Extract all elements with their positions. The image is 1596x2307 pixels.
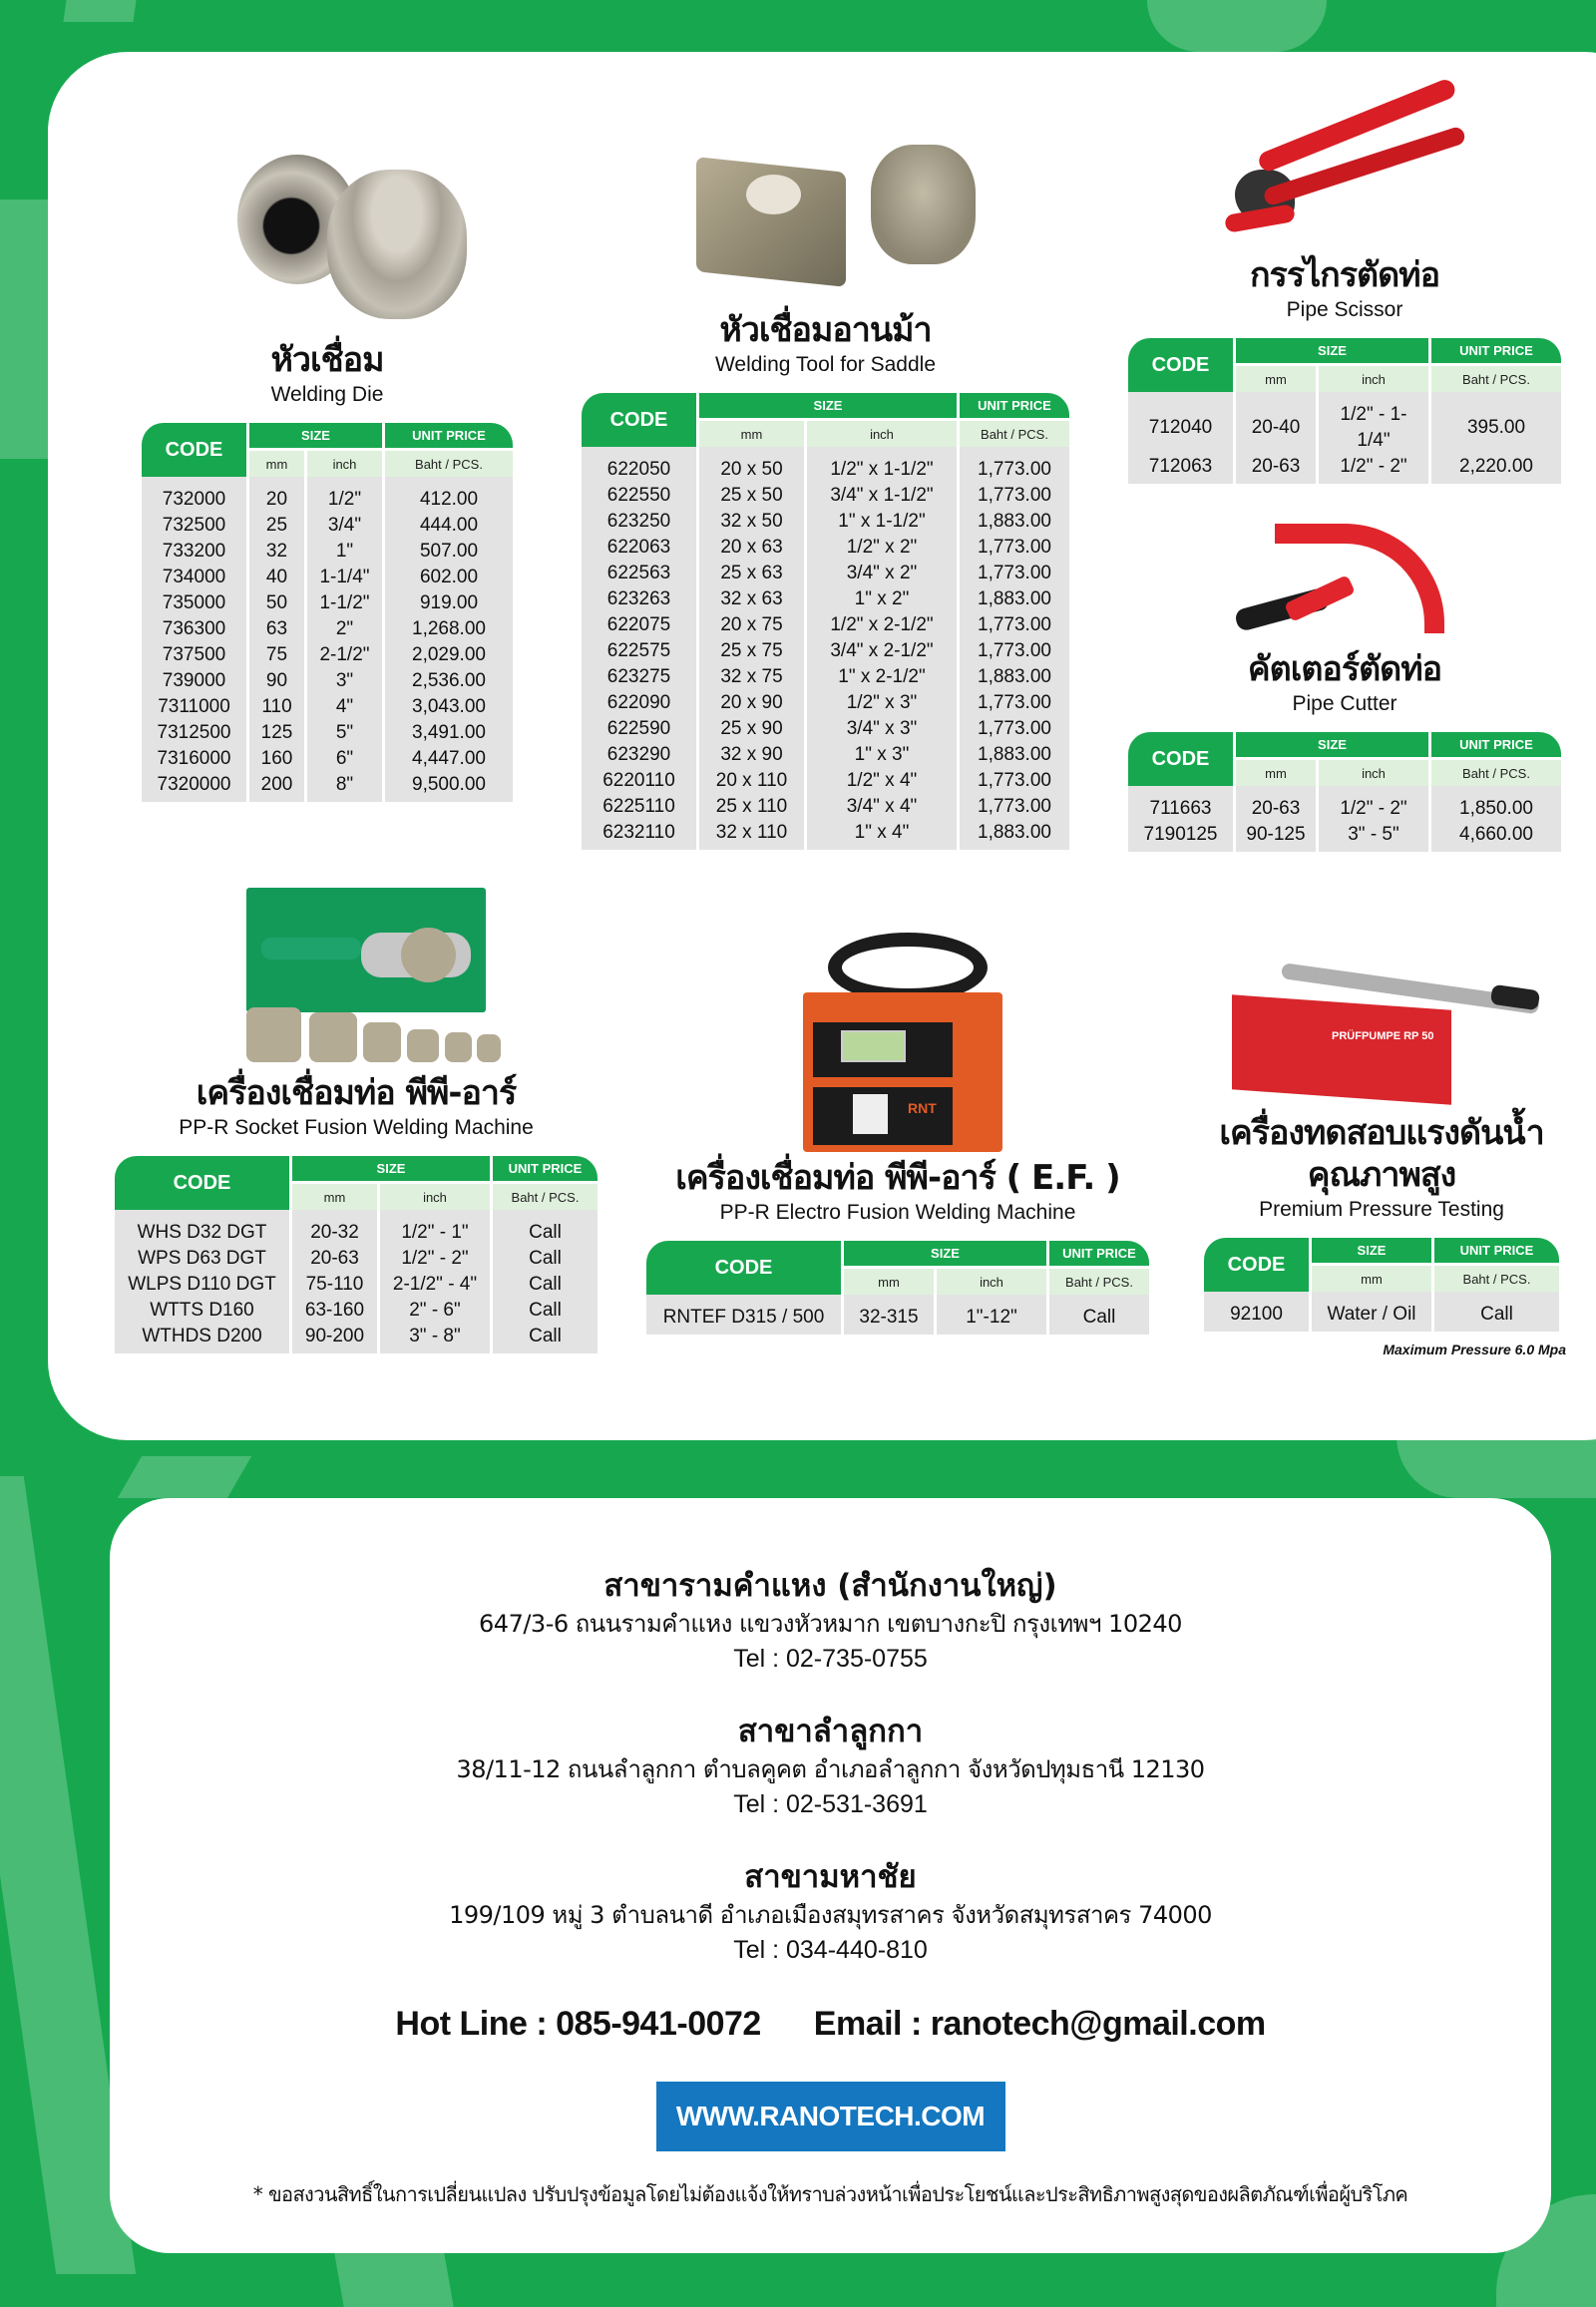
table-row <box>142 720 513 746</box>
cell-size: 2-1/2" <box>307 642 382 668</box>
header-mm: mm <box>699 421 804 447</box>
cell-size: 32 x 90 <box>699 742 804 768</box>
table-row <box>582 794 1069 820</box>
cell-code: 735000 <box>142 590 246 616</box>
bg-decoration <box>0 199 48 459</box>
welding-die-image <box>188 140 467 339</box>
cell-price: 1,773.00 <box>960 612 1069 638</box>
cell-size: 3" - 8" <box>380 1324 490 1353</box>
header-size: SIZE <box>292 1156 490 1184</box>
cell-size: 3/4" x 3" <box>807 716 957 742</box>
cell-code: 622563 <box>582 561 696 586</box>
cell-size: 25 <box>249 513 304 539</box>
cell-size: 1/2" - 1-1/4" <box>1319 392 1428 454</box>
cell-code: 7311000 <box>142 694 246 720</box>
table-row <box>142 642 513 668</box>
cell-size: 75-110 <box>292 1272 377 1298</box>
table-row <box>142 668 513 694</box>
cell-code: WLPS D110 DGT <box>115 1272 289 1298</box>
cell-price: Call <box>493 1324 598 1353</box>
cell-code: WHS D32 DGT <box>115 1210 289 1246</box>
cell-size: 25 x 110 <box>699 794 804 820</box>
cell-code: 732500 <box>142 513 246 539</box>
cell-size: 25 x 90 <box>699 716 804 742</box>
table-row <box>142 513 513 539</box>
cell-price: Call <box>1434 1292 1559 1332</box>
header-inch: inch <box>307 451 382 477</box>
cell-size: 1/2" <box>307 477 382 513</box>
cell-size: 25 x 75 <box>699 638 804 664</box>
table-row <box>115 1298 598 1324</box>
cell-size: 1" x 4" <box>807 820 957 850</box>
ef-machine-table <box>643 1241 1152 1335</box>
cell-size: 3" <box>307 668 382 694</box>
cell-size: 160 <box>249 746 304 772</box>
bg-decoration <box>63 0 136 22</box>
cell-size: 1/2" x 2" <box>807 535 957 561</box>
saddle-table <box>579 393 1072 850</box>
header-inch: inch <box>1319 760 1428 786</box>
cell-code: 736300 <box>142 616 246 642</box>
branch-tel: Tel : 02-531-3691 <box>733 1790 928 1818</box>
cell-size: 125 <box>249 720 304 746</box>
socket-machine-table <box>112 1156 600 1353</box>
cell-size: 20-32 <box>292 1210 377 1246</box>
product-title-en: Premium Pressure Testing <box>1259 1198 1504 1221</box>
cell-price: 2,536.00 <box>385 668 513 694</box>
branch-tel: Tel : 02-735-0755 <box>733 1645 928 1673</box>
cell-price: Call <box>1049 1295 1149 1335</box>
cell-code: 622590 <box>582 716 696 742</box>
cell-price: 1,883.00 <box>960 742 1069 768</box>
branch-tel: Tel : 034-440-810 <box>733 1936 928 1964</box>
table-row <box>142 746 513 772</box>
cell-code: 622050 <box>582 447 696 483</box>
pipe-scissor-image <box>1225 110 1464 254</box>
table-row <box>142 477 513 513</box>
branch-address: 199/109 หมู่ 3 ตำบลนาดี อำเภอเมืองสมุทรสาคร จังหวัดสมุทรสาคร 74000 <box>449 1901 1212 1929</box>
cell-price: 444.00 <box>385 513 513 539</box>
header-mm: mm <box>1236 366 1316 392</box>
website-row <box>110 2082 1551 2151</box>
header-baht: Baht / PCS. <box>1431 760 1561 786</box>
cell-price: 602.00 <box>385 565 513 590</box>
cell-code: 712063 <box>1128 454 1233 484</box>
cell-size: 20-63 <box>292 1246 377 1272</box>
cell-size: 25 x 50 <box>699 483 804 509</box>
header-inch: inch <box>937 1269 1046 1295</box>
cell-code: 732000 <box>142 477 246 513</box>
table-row <box>115 1324 598 1353</box>
cell-size: 3/4" x 1-1/2" <box>807 483 957 509</box>
branch-name: สาขารามคำแหง (สำนักงานใหญ่) <box>603 1568 1057 1604</box>
cell-price: 1,883.00 <box>960 586 1069 612</box>
contact-card <box>110 1498 1551 2253</box>
pressure-pump-image <box>1222 943 1541 1112</box>
cell-size: 20 x 63 <box>699 535 804 561</box>
cell-size: 32 <box>249 539 304 565</box>
cell-code: 7320000 <box>142 772 246 802</box>
header-code: CODE <box>1128 338 1233 392</box>
cell-code: 733200 <box>142 539 246 565</box>
cell-size: 25 x 63 <box>699 561 804 586</box>
cell-price: Call <box>493 1246 598 1272</box>
table-row <box>142 590 513 616</box>
cell-code: 6232110 <box>582 820 696 850</box>
header-baht: Baht / PCS. <box>493 1184 598 1210</box>
header-mm: mm <box>844 1269 934 1295</box>
cell-code: WTTS D160 <box>115 1298 289 1324</box>
cell-price: Call <box>493 1272 598 1298</box>
cell-price: 1,773.00 <box>960 447 1069 483</box>
header-unit-price: UNIT PRICE <box>1431 732 1561 760</box>
header-inch: inch <box>380 1184 490 1210</box>
email-text[interactable]: Email : ranotech@gmail.com <box>813 2005 1266 2043</box>
cell-size: 2-1/2" - 4" <box>380 1272 490 1298</box>
cell-size: 32 x 63 <box>699 586 804 612</box>
pipe-scissor-table <box>1125 338 1564 484</box>
product-title-th: เครื่องเชื่อมท่อ พีพี-อาร์ ( E.F. ) <box>675 1158 1120 1198</box>
cell-size: 20 x 75 <box>699 612 804 638</box>
cell-price: 1,773.00 <box>960 690 1069 716</box>
cell-size: 20-63 <box>1236 786 1316 822</box>
table-row <box>582 716 1069 742</box>
cell-size: 3/4" x 2-1/2" <box>807 638 957 664</box>
cell-size: 1-1/2" <box>307 590 382 616</box>
table-row <box>582 768 1069 794</box>
product-title-th: หัวเชื่อมอานม้า <box>719 310 932 350</box>
header-mm: mm <box>249 451 304 477</box>
product-title-th: หัวเชื่อม <box>270 340 384 380</box>
cell-price: 1,773.00 <box>960 561 1069 586</box>
cell-size: 32 x 110 <box>699 820 804 850</box>
header-unit-price: UNIT PRICE <box>1049 1241 1149 1269</box>
header-code: CODE <box>115 1156 289 1210</box>
cell-code: 622075 <box>582 612 696 638</box>
header-size: SIZE <box>699 393 957 421</box>
product-title-en: Pipe Scissor <box>1286 298 1403 321</box>
cell-code: 623290 <box>582 742 696 768</box>
cell-price: 1,773.00 <box>960 535 1069 561</box>
table-row <box>582 509 1069 535</box>
cell-code: 622550 <box>582 483 696 509</box>
header-unit-price: UNIT PRICE <box>1431 338 1561 366</box>
table-row <box>582 483 1069 509</box>
header-size: SIZE <box>1236 732 1428 760</box>
cell-size: 20 x 90 <box>699 690 804 716</box>
cell-size: 75 <box>249 642 304 668</box>
cell-code: 92100 <box>1204 1292 1309 1332</box>
cell-price: 1,883.00 <box>960 509 1069 535</box>
cell-size: 1/2" - 2" <box>1319 786 1428 822</box>
header-unit-price: UNIT PRICE <box>1434 1238 1559 1266</box>
pipe-cutter-image <box>1235 514 1454 648</box>
cell-size: 3/4" x 4" <box>807 794 957 820</box>
table-row <box>142 616 513 642</box>
cell-size: 2" <box>307 616 382 642</box>
cell-size: 50 <box>249 590 304 616</box>
product-title-th: คัตเตอร์ตัดท่อ <box>1247 649 1442 689</box>
cell-size: 20-40 <box>1236 392 1316 454</box>
header-code: CODE <box>142 423 246 477</box>
product-title-en: Welding Tool for Saddle <box>714 353 937 376</box>
product-title-en: PP-R Electro Fusion Welding Machine <box>719 1201 1076 1224</box>
cell-price: 919.00 <box>385 590 513 616</box>
cell-size: 1/2" - 2" <box>380 1246 490 1272</box>
product-pressure-test <box>1197 943 1566 1357</box>
cell-size: 1"-12" <box>937 1295 1046 1335</box>
hotline-row <box>110 2005 1551 2044</box>
table-row <box>1128 786 1561 822</box>
table-row <box>582 447 1069 483</box>
cell-size: 63-160 <box>292 1298 377 1324</box>
cell-price: 3,043.00 <box>385 694 513 720</box>
cell-price: Call <box>493 1210 598 1246</box>
table-row <box>115 1246 598 1272</box>
table-row <box>582 742 1069 768</box>
header-unit-price: UNIT PRICE <box>960 393 1069 421</box>
cell-size: 3" - 5" <box>1319 822 1428 852</box>
bg-decoration <box>1396 1436 1596 1498</box>
product-title-th: เครื่องเชื่อมท่อ พีพี-อาร์ <box>196 1073 517 1113</box>
cell-code: 622063 <box>582 535 696 561</box>
product-title-th: กรรไกรตัดท่อ <box>1249 255 1440 295</box>
cell-price: 1,883.00 <box>960 664 1069 690</box>
cell-code: 7312500 <box>142 720 246 746</box>
cell-size: 63 <box>249 616 304 642</box>
cell-code: WTHDS D200 <box>115 1324 289 1353</box>
cell-size: 3/4" <box>307 513 382 539</box>
table-row <box>582 638 1069 664</box>
cell-size: 2" - 6" <box>380 1298 490 1324</box>
cell-size: 1" x 2" <box>807 586 957 612</box>
branch-name: สาขาลำลูกกา <box>737 1714 924 1749</box>
cell-size: 1/2" - 2" <box>1319 454 1428 484</box>
cell-code: 623275 <box>582 664 696 690</box>
socket-machine-image <box>192 878 521 1072</box>
cell-size: 40 <box>249 565 304 590</box>
header-baht: Baht / PCS. <box>1049 1269 1149 1295</box>
cell-size: 1/2" x 1-1/2" <box>807 447 957 483</box>
header-mm: mm <box>1236 760 1316 786</box>
table-row <box>582 535 1069 561</box>
cell-code: RNTEF D315 / 500 <box>646 1295 841 1335</box>
hotline-text[interactable]: Hot Line : 085-941-0072 <box>395 2005 761 2043</box>
cell-price: 1,268.00 <box>385 616 513 642</box>
product-saddle <box>579 135 1072 850</box>
table-row <box>582 561 1069 586</box>
cell-size: 1/2" x 3" <box>807 690 957 716</box>
branch-address: 647/3-6 ถนนรามคำแหง แขวงหัวหมาก เขตบางกะปิ กรุงเทพฯ 10240 <box>479 1610 1182 1638</box>
branch-mahachai <box>110 1857 1551 1967</box>
cell-code: 623263 <box>582 586 696 612</box>
cell-price: 1,773.00 <box>960 483 1069 509</box>
cell-price: 1,883.00 <box>960 820 1069 850</box>
cell-price: 4,447.00 <box>385 746 513 772</box>
header-mm: mm <box>292 1184 377 1210</box>
welding-die-table <box>139 423 516 802</box>
pump-label: PRÜFPUMPE RP 50 <box>1332 1030 1434 1042</box>
disclaimer: * ขอสงวนสิทธิ์ในการเปลี่ยนแปลง ปรับปรุงข้อมูลโดยไม่ต้องแจ้งให้ทราบล่วงหน้าเพื่อประโยชน์และประสิทธิภาพสูงสุดของผลิตภัณฑ์เพื่อผู้บริโภค <box>252 2182 1408 2206</box>
branch-ramkhamhaeng <box>110 1566 1551 1676</box>
product-title-en: Welding Die <box>270 383 384 406</box>
header-baht: Baht / PCS. <box>1431 366 1561 392</box>
header-mm: mm <box>1312 1266 1431 1292</box>
cell-code: 711663 <box>1128 786 1233 822</box>
header-code: CODE <box>1204 1238 1309 1292</box>
cell-code: 7316000 <box>142 746 246 772</box>
cell-size: 32 x 50 <box>699 509 804 535</box>
cell-price: 395.00 <box>1431 392 1561 454</box>
cell-price: 1,850.00 <box>1431 786 1561 822</box>
header-baht: Baht / PCS. <box>385 451 513 477</box>
cell-code: 737500 <box>142 642 246 668</box>
cell-code: 739000 <box>142 668 246 694</box>
cell-code: 734000 <box>142 565 246 590</box>
cell-code: 622575 <box>582 638 696 664</box>
cell-code: 6225110 <box>582 794 696 820</box>
cell-price: 2,220.00 <box>1431 454 1561 484</box>
table-row <box>582 612 1069 638</box>
table-row <box>142 539 513 565</box>
cell-size: 4" <box>307 694 382 720</box>
cell-price: 3,491.00 <box>385 720 513 746</box>
table-row <box>142 772 513 802</box>
table-row <box>582 586 1069 612</box>
cell-size: 20 <box>249 477 304 513</box>
product-title-th-line2: คุณภาพสูง <box>1307 1155 1456 1195</box>
cell-size: 110 <box>249 694 304 720</box>
table-row <box>1128 822 1561 852</box>
header-inch: inch <box>1319 366 1428 392</box>
cell-code: 7190125 <box>1128 822 1233 852</box>
cell-size: 32-315 <box>844 1295 934 1335</box>
cell-size: 20 x 50 <box>699 447 804 483</box>
cell-code: 623250 <box>582 509 696 535</box>
bg-decoration <box>334 2253 454 2307</box>
cell-size: 90 <box>249 668 304 694</box>
header-unit-price: UNIT PRICE <box>493 1156 598 1184</box>
branch-address: 38/11-12 ถนนลำลูกกา ตำบลคูคต อำเภอลำลูกกา จังหวัดปทุมธานี 12130 <box>456 1755 1205 1783</box>
header-baht: Baht / PCS. <box>1434 1266 1559 1292</box>
table-row <box>1128 454 1561 484</box>
header-code: CODE <box>1128 732 1233 786</box>
header-unit-price: UNIT PRICE <box>385 423 513 451</box>
cell-code: 622090 <box>582 690 696 716</box>
cell-price: 2,029.00 <box>385 642 513 668</box>
max-pressure-note: Maximum Pressure 6.0 Mpa <box>1383 1342 1566 1357</box>
cell-size: 200 <box>249 772 304 802</box>
website-button[interactable]: WWW.RANOTECH.COM <box>656 2082 1005 2151</box>
product-title-th: เครื่องทดสอบแรงดันน้ำ <box>1219 1113 1544 1153</box>
product-ef-machine <box>643 923 1152 1335</box>
table-row <box>142 694 513 720</box>
header-size: SIZE <box>1312 1238 1431 1266</box>
table-row <box>115 1210 598 1246</box>
cell-size: 1/2" - 1" <box>380 1210 490 1246</box>
cell-price: 1,773.00 <box>960 716 1069 742</box>
cell-size: 8" <box>307 772 382 802</box>
table-row <box>646 1295 1149 1335</box>
cell-size: 90-200 <box>292 1324 377 1353</box>
cell-size: 5" <box>307 720 382 746</box>
header-code: CODE <box>582 393 696 447</box>
product-pipe-scissor <box>1125 110 1564 484</box>
table-row <box>582 664 1069 690</box>
cell-price: 9,500.00 <box>385 772 513 802</box>
header-inch: inch <box>807 421 957 447</box>
table-row <box>582 820 1069 850</box>
cell-size: 20 x 110 <box>699 768 804 794</box>
header-size: SIZE <box>844 1241 1046 1269</box>
product-title-en: PP-R Socket Fusion Welding Machine <box>179 1116 534 1139</box>
header-size: SIZE <box>1236 338 1428 366</box>
cell-price: 412.00 <box>385 477 513 513</box>
cell-price: 1,773.00 <box>960 768 1069 794</box>
cell-code: 6220110 <box>582 768 696 794</box>
branch-lamlukka <box>110 1712 1551 1821</box>
product-title-en: Pipe Cutter <box>1292 692 1397 715</box>
product-pipe-cutter <box>1125 514 1564 852</box>
table-row <box>1128 392 1561 454</box>
cell-price: 507.00 <box>385 539 513 565</box>
bg-decoration <box>1147 0 1327 52</box>
cell-size: 20-63 <box>1236 454 1316 484</box>
table-row <box>1204 1292 1559 1332</box>
product-welding-die <box>138 140 517 802</box>
cell-price: 4,660.00 <box>1431 822 1561 852</box>
saddle-tool-image <box>676 135 976 309</box>
cell-size: 1" x 2-1/2" <box>807 664 957 690</box>
cell-size: 3/4" x 2" <box>807 561 957 586</box>
cell-price: Call <box>493 1298 598 1324</box>
cell-size: 1" <box>307 539 382 565</box>
table-row <box>142 565 513 590</box>
header-baht: Baht / PCS. <box>960 421 1069 447</box>
pipe-cutter-table <box>1125 732 1564 852</box>
ef-machine-image <box>783 923 1012 1157</box>
cell-size: 1" x 3" <box>807 742 957 768</box>
cell-code: 712040 <box>1128 392 1233 454</box>
header-code: CODE <box>646 1241 841 1295</box>
cell-price: 1,773.00 <box>960 638 1069 664</box>
table-row <box>582 690 1069 716</box>
branch-name: สาขามหาชัย <box>744 1859 917 1895</box>
header-size: SIZE <box>249 423 382 451</box>
cell-size: 32 x 75 <box>699 664 804 690</box>
pressure-test-table <box>1201 1238 1562 1332</box>
bg-decoration <box>118 1456 251 1498</box>
table-row <box>115 1272 598 1298</box>
cell-size: 1/2" x 4" <box>807 768 957 794</box>
cell-size: 1" x 1-1/2" <box>807 509 957 535</box>
cell-price: 1,773.00 <box>960 794 1069 820</box>
cell-size: 1/2" x 2-1/2" <box>807 612 957 638</box>
cell-code: WPS D63 DGT <box>115 1246 289 1272</box>
product-socket-machine <box>112 878 600 1353</box>
cell-size: 1-1/4" <box>307 565 382 590</box>
cell-size: 6" <box>307 746 382 772</box>
cell-size: 90-125 <box>1236 822 1316 852</box>
cell-size: Water / Oil <box>1312 1292 1431 1332</box>
rnt-label: RNT <box>908 1100 937 1116</box>
